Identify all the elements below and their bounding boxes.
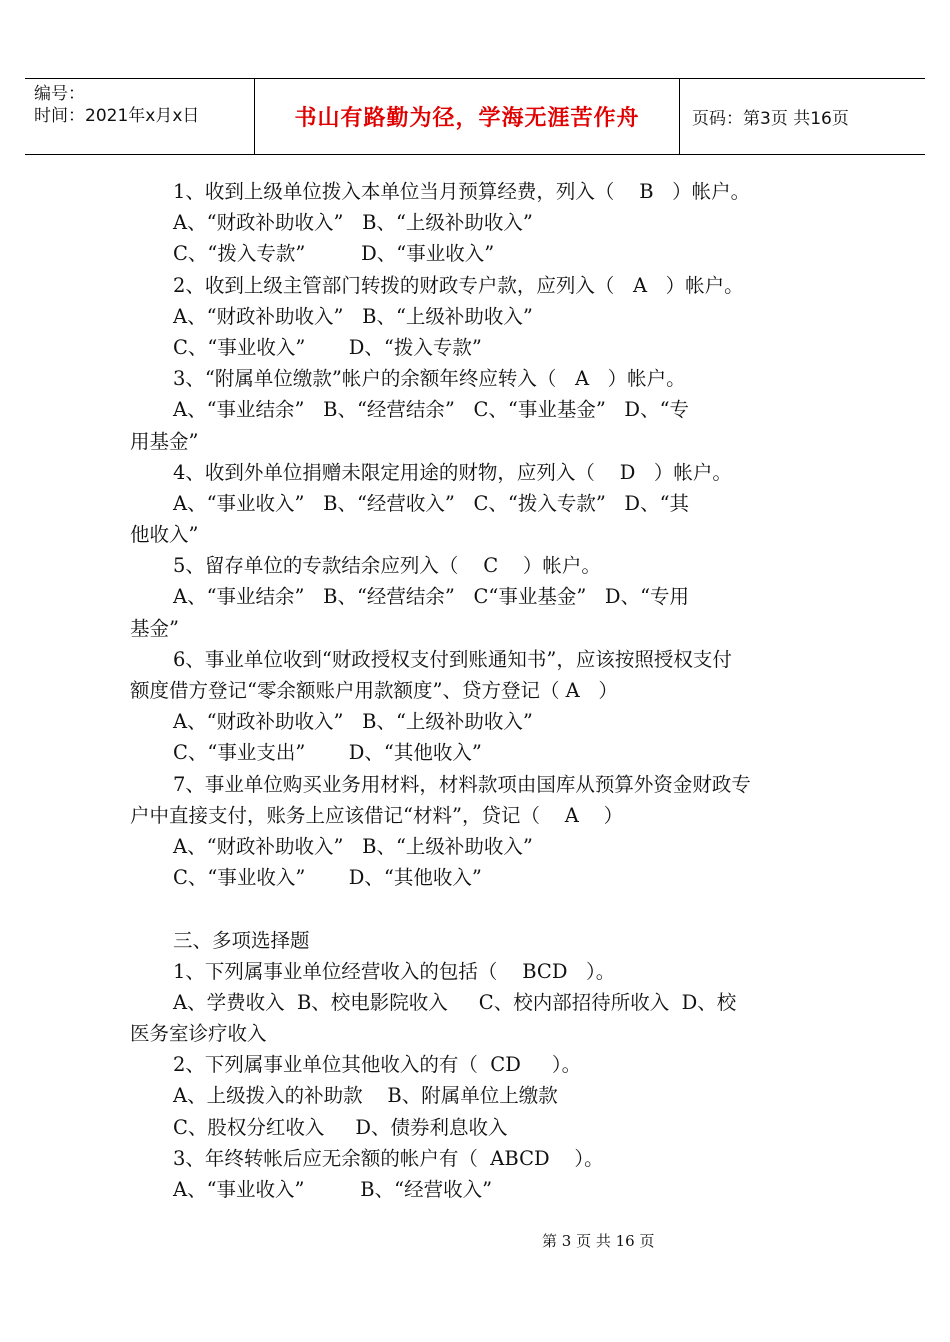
text-line: C、“事业支出” D、“其他收入” xyxy=(173,741,482,765)
document-time-label: 时间：2021年x月x日 xyxy=(34,106,200,126)
text-line: 6、事业单位收到“财政授权支付到账通知书”，应该按照授权支付 xyxy=(173,647,732,671)
text-line: C、“事业收入” D、“拨入专款” xyxy=(173,335,482,359)
header-motto: 书山有路勤为径，学海无涯苦作舟 xyxy=(255,79,680,154)
document-body xyxy=(130,176,824,1205)
text-line: A、“财政补助收入” B、“上级补助收入” xyxy=(173,834,533,858)
text-line: A、“事业结余” B、“经营结余” C“事业基金” D、“专用 xyxy=(173,585,690,609)
text-line: 户中直接支付，账务上应该借记“材料”，贷记（ A ） xyxy=(130,803,624,827)
text-line: 他收入” xyxy=(130,523,199,547)
text-line: A、“财政补助收入” B、“上级补助收入” xyxy=(173,304,533,328)
text-line: 医务室诊疗收入 xyxy=(130,1022,267,1046)
text-line: 5、留存单位的专款结余应列入（ C ）帐户。 xyxy=(173,554,601,578)
text-line: 3、“附属单位缴款”帐户的余额年终应转入（ A ）帐户。 xyxy=(173,367,686,391)
text-line: 三、多项选择题 xyxy=(173,928,310,952)
text-line: 额度借方登记“零余额账户用款额度”、贷方登记（ A ） xyxy=(130,679,618,702)
page-footer: 第 3 页 共 16 页 xyxy=(542,1232,655,1250)
text-line: 2、下列属事业单位其他收入的有（ CD ）。 xyxy=(173,1053,582,1077)
blank-line xyxy=(130,893,824,924)
text-line: 1、收到上级单位拨入本单位当月预算经费，列入（ B ）帐户。 xyxy=(173,180,751,203)
text-line: A、“财政补助收入” B、“上级补助收入” xyxy=(173,211,533,235)
page-header xyxy=(25,78,925,155)
text-line: 用基金” xyxy=(130,429,199,453)
text-line: A、“事业结余” B、“经营结余” C、“事业基金” D、“专 xyxy=(173,398,690,422)
text-line: A、“事业收入” B、“经营收入” C、“拨入专款” D、“其 xyxy=(173,491,690,515)
document-number-label: 编号： xyxy=(34,84,85,104)
text-line: 4、收到外单位捐赠未限定用途的财物，应列入（ D ）帐户。 xyxy=(173,460,732,484)
text-line: C、股权分红收入 D、债券利息收入 xyxy=(173,1115,508,1139)
text-line: C、“事业收入” D、“其他收入” xyxy=(173,866,482,890)
text-line: 基金” xyxy=(130,616,179,640)
header-meta xyxy=(25,79,255,154)
text-line: 7、事业单位购买业务用材料，材料款项由国库从预算外资金财政专 xyxy=(173,772,751,796)
text-line: 2、收到上级主管部门转拨的财政专户款，应列入（ A ）帐户。 xyxy=(173,273,744,297)
text-line: A、学费收入 B、校电影院收入 C、校内部招待所收入 D、校 xyxy=(173,990,737,1014)
text-line: A、“事业收入” B、“经营收入” xyxy=(173,1178,493,1201)
text-line: 3、年终转帐后应无余额的帐户有（ ABCD ）。 xyxy=(173,1146,604,1170)
text-line: C、“拨入专款” D、“事业收入” xyxy=(173,242,495,266)
text-line: A、“财政补助收入” B、“上级补助收入” xyxy=(173,710,533,734)
text-line: 1、下列属事业单位经营收入的包括（ BCD ）。 xyxy=(173,959,616,983)
text-line: A、上级拨入的补助款 B、附属单位上缴款 xyxy=(173,1084,558,1108)
header-page-info: 页码：第3页 共16页 xyxy=(692,109,849,129)
